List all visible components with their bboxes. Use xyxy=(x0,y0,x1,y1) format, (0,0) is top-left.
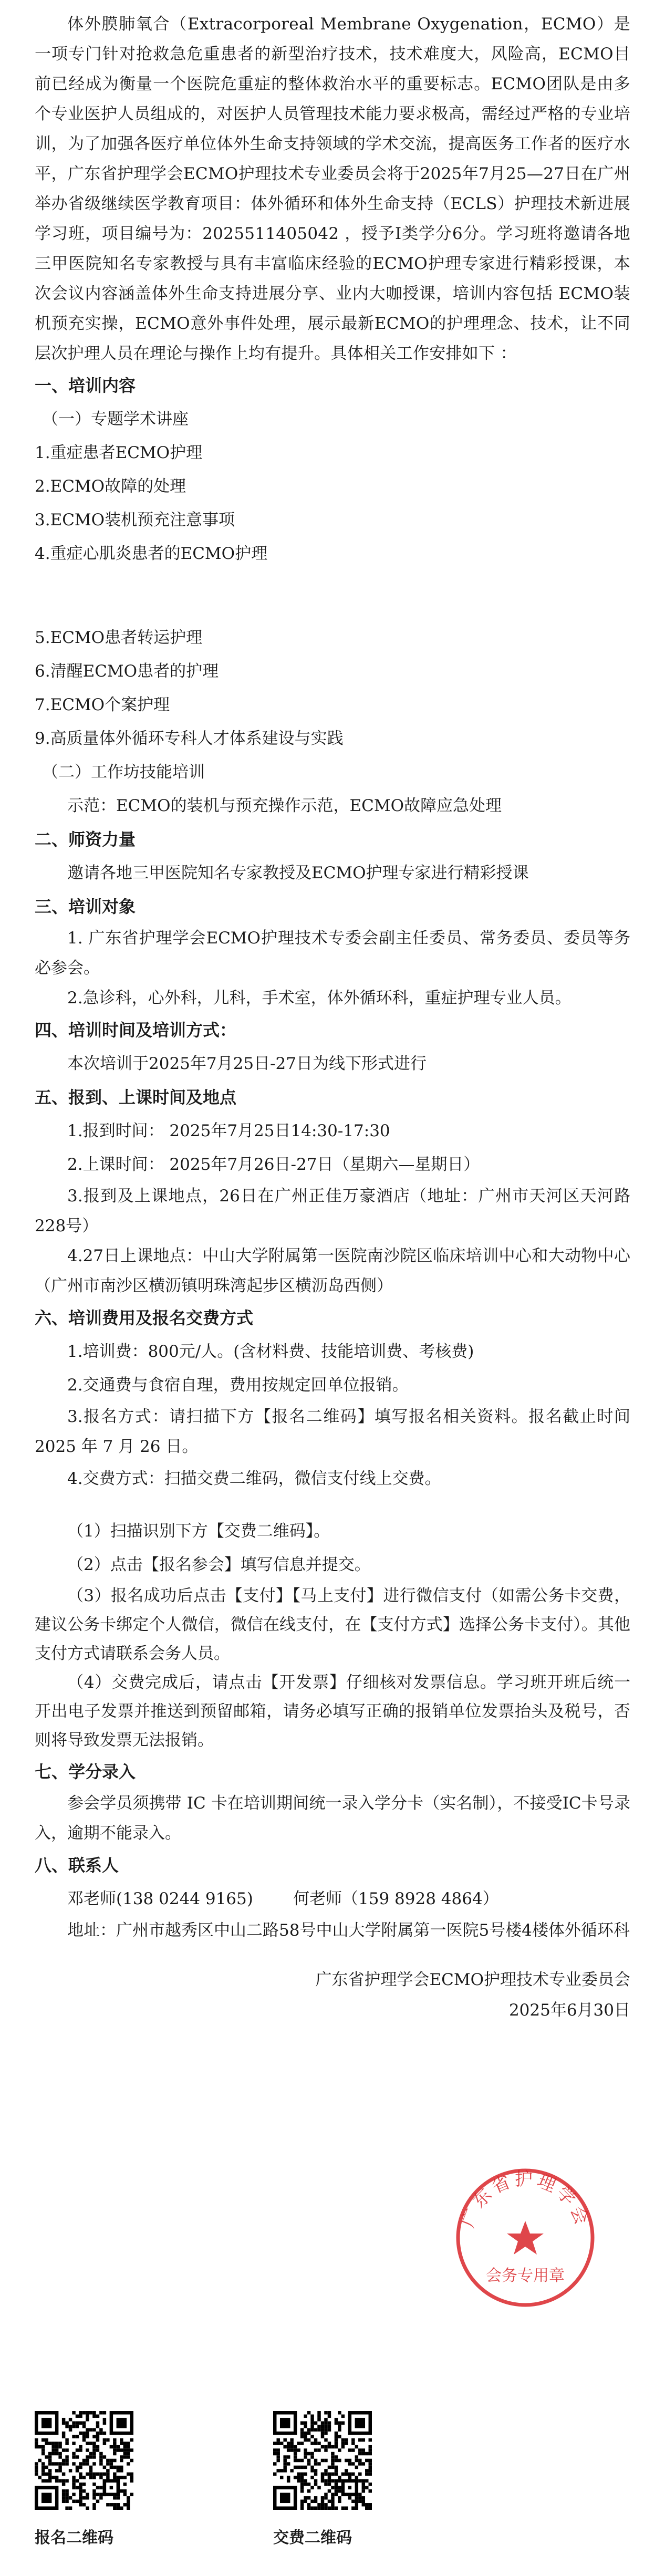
faculty-text: 邀请各地三甲医院知名专家教授及ECMO护理专家进行精彩授课 xyxy=(67,864,529,882)
seal-top-text: 广东省护理学会 xyxy=(457,2169,594,2230)
spacer xyxy=(35,1495,630,1514)
spacer xyxy=(35,1946,630,1965)
section-7-title: 七、学分录入 xyxy=(35,1762,136,1782)
fee-item: 4.交费方式：扫描交费二维码，微信支付线上交费。 xyxy=(67,1469,441,1488)
section-3-title: 三、培训对象 xyxy=(35,897,136,917)
fee-item: 3.报名方式：请扫描下方【报名二维码】填写报名相关资料。报名截止时间 2025 年 7 月 26 日。 xyxy=(35,1407,630,1456)
audience-item: 1. 广东省护理学会ECMO护理技术专委会副主任委员、常务委员、委员等务必参会。 xyxy=(35,929,630,978)
spacer xyxy=(35,570,630,621)
contact-address: 地址：广州市越秀区中山二路58号中山大学附属第一医院5号楼4楼体外循环科 xyxy=(67,1921,630,1940)
training-time-text: 本次培训于2025年7月25日-27日为线下形式进行 xyxy=(67,1054,427,1073)
lecture-item: 1.重症患者ECMO护理 xyxy=(35,443,203,462)
audience-item: 2.急诊科，心外科，儿科，手术室，体外循环科，重症护理专业人员。 xyxy=(67,989,572,1007)
section-5-title: 五、报到、上课时间及地点 xyxy=(35,1087,237,1107)
schedule-item: 4.27日上课地点：中山大学附属第一医院南沙院区临床培训中心和大动物中心（广州市南沙区横沥镇明珠湾起步区横沥岛西侧） xyxy=(35,1247,630,1295)
contact-row xyxy=(35,1882,630,1916)
section-1-title: 一、培训内容 xyxy=(35,376,136,396)
lecture-item: 7.ECMO个案护理 xyxy=(35,695,170,714)
lecture-item: 5.ECMO患者转运护理 xyxy=(35,628,203,647)
payment-step: （3）报名成功后点击【支付】【马上支付】进行微信支付（如需公务卡交费，建议公务卡绑定个人微信，微信在线支付，在【支付方式】选择公务卡支付）。其他支付方式请联系会务人员。 xyxy=(35,1586,630,1663)
section-1-subtitle-lectures: （一）专题学术讲座 xyxy=(42,410,189,429)
register-qr-code[interactable] xyxy=(35,2411,133,2510)
lecture-item: 4.重症心肌炎患者的ECMO护理 xyxy=(35,544,268,563)
pay-qr-block xyxy=(273,2411,399,2549)
footer-org: 广东省护理学会ECMO护理技术专业委员会 xyxy=(315,1970,630,1989)
lecture-item: 6.清醒ECMO患者的护理 xyxy=(35,662,219,681)
intro-paragraph: 体外膜肺氧合（Extracorporeal Membrane Oxygenation，ECMO）是一项专门针对抢救急危重患者的新型治疗技术，技术难度大，风险高，ECMO目前已经成为衡量一个医院危重症的整体救治水平的重要标志。ECMO团队是由多个专业医护人员组成的，对医护人员管理技术能力要求极高，需经过严格的专业培训，为了加强各医疗单位体外生命支持领域的学术交流，提高医务工作者的医疗水平，广东省护理学会ECMO护理技术专业委员会将于2025年7月25—27日在广州举办省级继续医学教育项目：体外循环和体外生命支持（ECLS）护理技术新进展学习班，项目编号为：2025511405042 ，授予Ⅰ类学分6分。学习班将邀请各地三甲医院知名专家教授与具有丰富临床经验的ECMO护理专家进行精彩授课，本次会议内容涵盖体外生命支持进展分享、业内大咖授课，培训内容包括 ECMO装机预充实操，ECMO意外事件处理，展示最新ECMO的护理理念、技术，让不同层次护理人员在理论与操作上均有提升。具体相关工作安排如下 ： xyxy=(35,15,630,363)
lecture-item: 2.ECMO故障的处理 xyxy=(35,477,186,496)
schedule-item: 3.报到及上课地点，26日在广州正佳万豪酒店（地址：广州市天河区天河路228号） xyxy=(35,1187,630,1235)
payment-step: （4）交费完成后，请点击【开发票】仔细核对发票信息。学习班开班后统一开出电子发票并推送到预留邮箱，请务必填写正确的报销单位发票抬头及税号，否则将导致发票无法报销。 xyxy=(35,1673,630,1750)
fee-item: 1.培训费：800元/人。(含材料费、技能培训费、考核费) xyxy=(67,1342,474,1361)
workshop-demo: 示范：ECMO的装机与预充操作示范，ECMO故障应急处理 xyxy=(67,796,502,815)
contact-deng: 邓老师(138 0244 9165) xyxy=(67,1889,253,1908)
lecture-item: 9.高质量体外循环专科人才体系建设与实践 xyxy=(35,729,344,748)
footer-date: 2025年6月30日 xyxy=(508,2001,630,2020)
lecture-list-b xyxy=(35,621,630,755)
official-seal-stamp xyxy=(452,2164,599,2311)
lecture-list-a xyxy=(35,436,630,570)
section-8-title: 八、联系人 xyxy=(35,1855,119,1875)
contact-he: 何老师（159 8928 4864） xyxy=(293,1889,499,1908)
schedule-item: 1.报到时间： 2025年7月25日14:30-17:30 xyxy=(67,1121,390,1140)
schedule-item: 2.上课时间： 2025年7月26日-27日（星期六—星期日） xyxy=(67,1155,480,1174)
lecture-item: 3.ECMO装机预充注意事项 xyxy=(35,511,235,529)
payment-step: （1）扫描识别下方【交费二维码】。 xyxy=(67,1522,330,1541)
section-6-title: 六、培训费用及报名交费方式 xyxy=(35,1308,254,1328)
register-qr-block xyxy=(35,2411,161,2549)
pay-qr-label: 交费二维码 xyxy=(273,2529,352,2547)
payment-step: （2）点击【报名参会】填写信息并提交。 xyxy=(67,1555,371,1574)
register-qr-label: 报名二维码 xyxy=(35,2529,113,2547)
section-4-title: 四、培训时间及培训方式： xyxy=(35,1020,237,1040)
pay-qr-code[interactable] xyxy=(273,2411,372,2510)
fee-item: 2.交通费与食宿自理，费用按规定回单位报销。 xyxy=(67,1376,409,1395)
section-1-subtitle-workshop: （二）工作坊技能培训 xyxy=(42,763,205,782)
notice-content xyxy=(35,9,630,2026)
credit-text: 参会学员须携带 IC 卡在培训期间统一录入学分卡（实名制），不接受IC卡号录入，逾期不能录入。 xyxy=(35,1794,630,1843)
seal-bottom-text: 会务专用章 xyxy=(486,2267,565,2285)
section-2-title: 二、师资力量 xyxy=(35,829,136,849)
